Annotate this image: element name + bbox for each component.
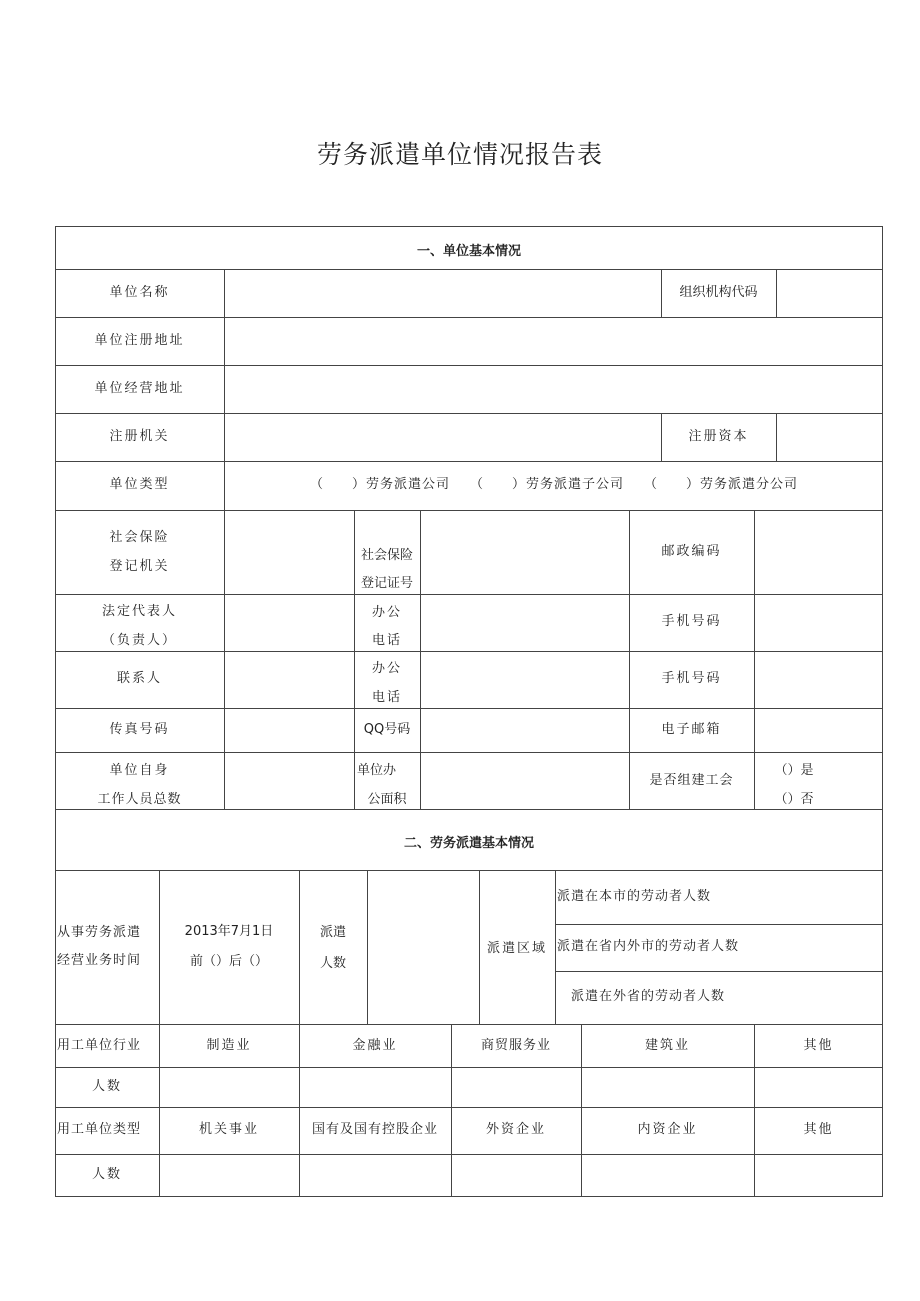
legal-rep-label: 法定代表人: [101, 604, 177, 619]
industry-count-field[interactable]: [300, 1068, 450, 1106]
mobile-label: 手机号码: [661, 614, 722, 629]
industry-item: 建筑业: [644, 1038, 690, 1053]
qq-field[interactable]: [421, 709, 628, 751]
postcode-label: 邮政编码: [661, 544, 722, 559]
fax-label: 传真号码: [109, 722, 170, 737]
row-divider: [555, 971, 883, 972]
dispatch-count-label: 派遣: [319, 925, 346, 940]
employer-type-item: 其他: [803, 1122, 834, 1137]
dispatch-count-field[interactable]: [368, 871, 478, 1023]
date-label[interactable]: 2013年7月1日: [184, 924, 274, 939]
type-count-field[interactable]: [755, 1155, 882, 1196]
industry-item: 商贸服务业: [480, 1038, 551, 1053]
email-field[interactable]: [755, 709, 882, 751]
op-address-label: 单位经营地址: [94, 381, 185, 396]
unit-type-option[interactable]: （ ）劳务派遣公司: [309, 477, 450, 492]
reg-capital-label: 注册资本: [688, 429, 749, 444]
office-phone-field[interactable]: [421, 595, 628, 650]
ss-cert-field[interactable]: [421, 511, 628, 593]
province-count-label[interactable]: 派遣在省内外市的劳动者人数: [557, 939, 740, 954]
staff-count-label: 单位自身: [109, 763, 170, 778]
unit-type-option[interactable]: （ ）劳务派遣分公司: [643, 477, 798, 492]
reg-address-field[interactable]: [225, 318, 882, 364]
page-title: 劳务派遣单位情况报告表: [316, 140, 603, 169]
type-count-field[interactable]: [160, 1155, 298, 1196]
count-label: 人数: [91, 1079, 122, 1094]
type-count-field[interactable]: [582, 1155, 753, 1196]
fax-field[interactable]: [225, 709, 353, 751]
org-code-label: 组织机构代码: [679, 285, 758, 300]
mobile-field[interactable]: [755, 595, 882, 650]
qq-label: QQ号码: [363, 722, 411, 737]
industry-item: 金融业: [352, 1038, 398, 1053]
ss-org-field[interactable]: [225, 511, 353, 593]
ss-org-label: 社会保险: [109, 530, 170, 545]
type-count-field[interactable]: [452, 1155, 580, 1196]
legal-rep-field[interactable]: [225, 595, 353, 650]
office-area-label: 公面积: [367, 792, 407, 807]
office-phone-label: 电话: [371, 633, 402, 648]
employer-type-label: 用工单位类型: [57, 1122, 142, 1137]
union-yes-option[interactable]: （）是: [774, 763, 814, 778]
office-area-field[interactable]: [421, 753, 628, 808]
industry-item: 制造业: [206, 1038, 252, 1053]
row-divider: [55, 461, 883, 462]
mobile-label: 手机号码: [661, 671, 722, 686]
region-label: 派遣区域: [486, 941, 547, 956]
row-divider: [55, 1107, 883, 1108]
section-heading: 二、劳务派遣基本情况: [403, 836, 534, 851]
ss-cert-label: 登记证号: [360, 576, 413, 591]
reg-authority-field[interactable]: [225, 414, 660, 460]
industry-count-field[interactable]: [582, 1068, 753, 1106]
postcode-field[interactable]: [755, 511, 882, 593]
col-divider: [224, 461, 225, 510]
staff-count-label: 工作人员总数: [97, 792, 182, 807]
row-divider: [55, 1024, 883, 1025]
biz-time-label: 经营业务时间: [57, 953, 142, 968]
unit-type-option[interactable]: （ ）劳务派遣子公司: [469, 477, 624, 492]
staff-count-field[interactable]: [225, 753, 353, 808]
email-label: 电子邮箱: [661, 722, 722, 737]
type-count-field[interactable]: [300, 1155, 450, 1196]
industry-item: 其他: [803, 1038, 834, 1053]
union-no-option[interactable]: （）否: [774, 792, 814, 807]
dispatch-count-label: 人数: [319, 956, 346, 971]
legal-rep-label: （负责人）: [101, 633, 177, 648]
reg-address-label: 单位注册地址: [94, 333, 185, 348]
unit-type-label: 单位类型: [109, 477, 170, 492]
industry-label: 用工单位行业: [57, 1038, 142, 1053]
contact-mobile-field[interactable]: [755, 652, 882, 707]
industry-count-field[interactable]: [755, 1068, 882, 1106]
ss-org-label: 登记机关: [109, 559, 170, 574]
industry-count-field[interactable]: [452, 1068, 580, 1106]
col-divider: [299, 870, 300, 1024]
employer-type-item: 国有及国有控股企业: [311, 1122, 438, 1137]
contact-field[interactable]: [225, 652, 353, 707]
union-label: 是否组建工会: [649, 773, 734, 788]
unit-name-field[interactable]: [225, 270, 660, 316]
industry-count-field[interactable]: [160, 1068, 298, 1106]
office-phone-label: 办公: [371, 661, 402, 676]
office-area-label: 单位办: [356, 763, 396, 778]
col-divider: [555, 870, 556, 1024]
before-after-option[interactable]: 前（）后（）: [189, 954, 268, 969]
outside-count-label[interactable]: 派遣在外省的劳动者人数: [571, 989, 726, 1004]
local-count-label[interactable]: 派遣在本市的劳动者人数: [557, 889, 712, 904]
reg-authority-label: 注册机关: [109, 429, 170, 444]
contact-label: 联系人: [116, 671, 162, 686]
contact-phone-field[interactable]: [421, 652, 628, 707]
office-phone-label: 办公: [371, 605, 402, 620]
section-heading: 一、单位基本情况: [416, 244, 521, 259]
reg-capital-field[interactable]: [777, 414, 882, 460]
row-divider: [555, 924, 883, 925]
count-label: 人数: [91, 1167, 122, 1182]
unit-name-label: 单位名称: [109, 285, 170, 300]
ss-cert-label: 社会保险: [360, 548, 413, 563]
employer-type-item: 外资企业: [485, 1122, 546, 1137]
employer-type-item: 机关事业: [198, 1122, 259, 1137]
employer-type-item: 内资企业: [637, 1122, 698, 1137]
office-phone-label: 电话: [371, 690, 402, 705]
op-address-field[interactable]: [225, 366, 882, 412]
biz-time-label: 从事劳务派遣: [57, 925, 142, 940]
org-code-field[interactable]: [777, 270, 882, 316]
